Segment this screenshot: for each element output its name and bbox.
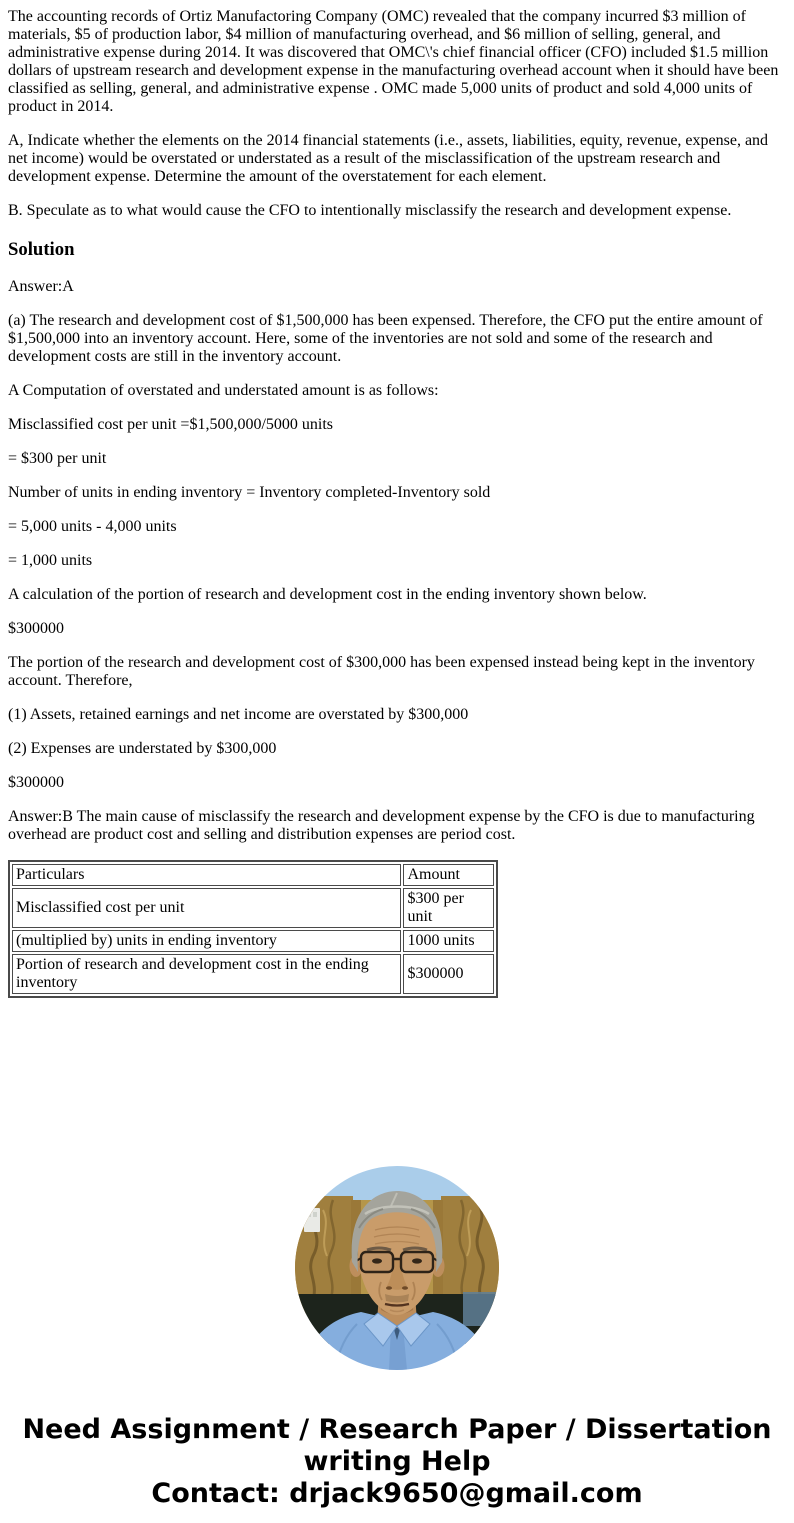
- table-cell: Misclassified cost per unit: [12, 888, 401, 928]
- tutor-photo: [295, 1166, 499, 1370]
- answer-a-label: Answer:A: [8, 278, 74, 296]
- table-row: [12, 930, 494, 952]
- portrait-container: [8, 1166, 786, 1370]
- misclassified-cost-formula: Misclassified cost per unit =$1,500,000/5000 units: [8, 416, 333, 434]
- footer-line: Need Assignment / Research Paper / Dissertation: [22, 1414, 772, 1446]
- question-a-paragraph: A, Indicate whether the elements on the 2014 financial statements (i.e., assets, liabilities, equity, revenue, expense, and net income) would be overstated or understated as a result of the misclassification of the upstream research and development expense. Determine the amount of the overstatement for each element.: [8, 132, 769, 185]
- computation-intro: A Computation of overstated and understated amount is as follows:: [8, 382, 439, 400]
- table-cell: Portion of research and development cost in the ending inventory: [12, 954, 401, 994]
- amount-repeat: $300000: [8, 774, 64, 792]
- ending-inventory-formula: Number of units in ending inventory = Inventory completed-Inventory sold: [8, 484, 491, 502]
- question-b-paragraph: B. Speculate as to what would cause the CFO to intentionally misclassify the research and development expense.: [8, 202, 732, 219]
- table-cell: $300 per unit: [403, 888, 494, 928]
- answer-a-explanation: (a) The research and development cost of $1,500,000 has been expensed. Therefore, the CFO put the entire amount of $1,500,000 into an inventory account. Here, some of the inventories are not sold and some of the research and development costs are still in the inventory account.: [8, 312, 763, 366]
- table-cell: 1000 units: [403, 930, 494, 952]
- table-row: [12, 954, 494, 994]
- cost-per-unit-result: = $300 per unit: [8, 450, 107, 468]
- table-header-row: [12, 864, 494, 886]
- solution-heading: Solution: [8, 238, 75, 260]
- table-row: [12, 888, 494, 928]
- units-subtraction: = 5,000 units - 4,000 units: [8, 518, 177, 536]
- table-cell: (multiplied by) units in ending inventory: [12, 930, 401, 952]
- portion-amount: $300000: [8, 620, 64, 638]
- table-cell: $300000: [403, 954, 494, 994]
- portion-calculation-intro: A calculation of the portion of research and development cost in the ending inventory shown below.: [8, 586, 647, 604]
- footer-contact-line: Contact: drjack9650@gmail.com: [151, 1478, 643, 1510]
- understated-item: (2) Expenses are understated by $300,000: [8, 740, 277, 758]
- table-header-particulars: Particulars: [12, 864, 401, 886]
- problem-paragraph: The accounting records of Ortiz Manufactoring Company (OMC) revealed that the company incurred $3 million of materials, $5 of production labor, $4 million of manufacturing overhead, and $6 million of selling, general, and administrative expense during 2014. It was discovered that OMC\'s chief financial officer (CFO) included $1.5 million dollars of upstream research and development expense in the manufacturing overhead account when it should have been classified as selling, general, and administrative expense . OMC made 5,000 units of product and sold 4,000 units of product in 2014.: [8, 8, 779, 115]
- footer-line: writing Help: [303, 1446, 491, 1478]
- answer-b-paragraph: Answer:B The main cause of misclassify the research and development expense by the CFO is due to manufacturing overhead are product cost and selling and distribution expenses are period cost.: [8, 808, 755, 844]
- calculation-table: [8, 860, 498, 998]
- table-header-amount: Amount: [403, 864, 494, 886]
- units-result: = 1,000 units: [8, 552, 93, 570]
- overstated-item: (1) Assets, retained earnings and net income are overstated by $300,000: [8, 706, 469, 724]
- portion-explanation: The portion of the research and development cost of $300,000 has been expensed instead being kept in the inventory account. Therefore,: [8, 654, 755, 690]
- footer-banner: [8, 1414, 786, 1510]
